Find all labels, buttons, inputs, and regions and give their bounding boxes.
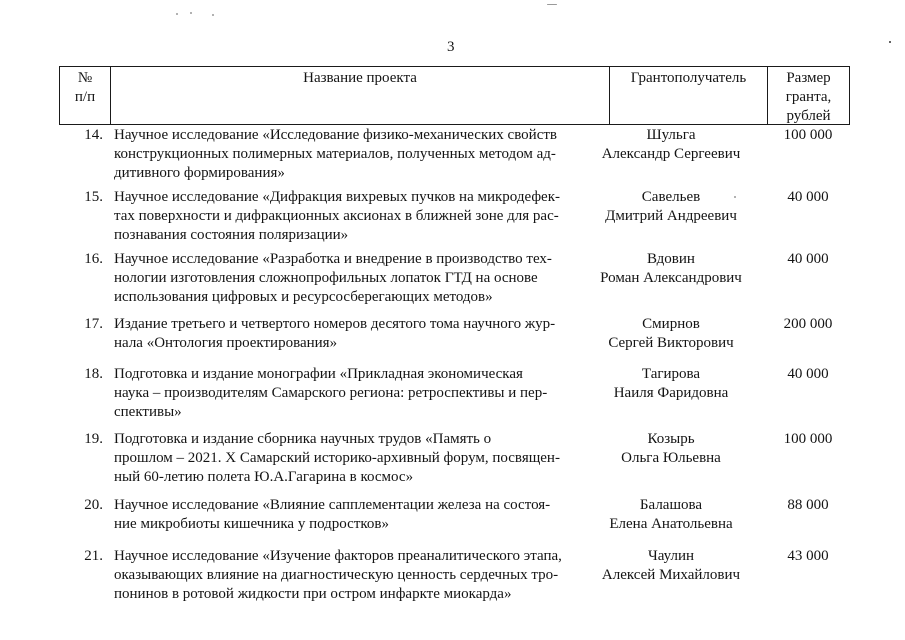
table-row bbox=[59, 188, 850, 248]
project-name-line: наука – производителям Самарского региона: ретроспективы и пер- bbox=[114, 385, 548, 401]
table-header bbox=[59, 66, 850, 125]
table-row bbox=[59, 365, 850, 425]
project-name-line: конструкционных полимерных материалов, полученных методом ад- bbox=[114, 146, 556, 162]
header-number-line: № bbox=[77, 70, 93, 86]
row-number: 18. bbox=[84, 366, 103, 382]
grantee-given-names: Дмитрий Андреевич bbox=[605, 208, 737, 224]
grantee-given-names: Елена Анатольевна bbox=[609, 516, 733, 532]
table-row bbox=[59, 126, 850, 186]
project-name bbox=[114, 365, 574, 422]
project-name-line: нологии изготовления сложнопрофильных лопаток ГТД на основе bbox=[114, 270, 538, 286]
row-number: 16. bbox=[84, 251, 103, 267]
project-name-line: нала «Онтология проектирования» bbox=[114, 335, 338, 351]
grantee-name bbox=[596, 365, 746, 403]
grantee-surname: Вдовин bbox=[647, 251, 695, 267]
project-name-line: оказывающих влияние на диагностическую ценность сердечных тро- bbox=[114, 567, 559, 583]
project-name-line: Подготовка и издание сборника научных трудов «Память о bbox=[114, 431, 492, 447]
grantee-surname: Савельев bbox=[641, 189, 701, 205]
project-name-line: познавания состояния поляризации» bbox=[114, 227, 349, 243]
project-name-line: ние микробиоты кишечника у подростков» bbox=[114, 516, 390, 532]
header-amount-line: гранта, bbox=[785, 89, 832, 105]
grantee-surname: Смирнов bbox=[642, 316, 700, 332]
project-name-line: использования цифровых и ресурсосберегающих методов» bbox=[114, 289, 493, 305]
project-name bbox=[114, 126, 574, 183]
grantee-given-names: Сергей Викторович bbox=[608, 335, 734, 351]
grantee-surname: Чаулин bbox=[647, 548, 695, 564]
header-amount-line: Размер bbox=[786, 70, 831, 86]
grantee-surname: Тагирова bbox=[641, 366, 701, 382]
project-name-line: спективы» bbox=[114, 404, 182, 420]
grantee-name bbox=[596, 547, 746, 585]
project-name-line: дитивного формирования» bbox=[114, 165, 285, 181]
grantee-name bbox=[596, 188, 746, 226]
header-number bbox=[60, 67, 110, 124]
project-name-line: Подготовка и издание монографии «Прикладная экономическая bbox=[114, 366, 523, 382]
project-name-line: Научное исследование «Дифракция вихревых пучков на микродефек- bbox=[114, 189, 560, 205]
row-number: 14. bbox=[84, 127, 103, 143]
project-name-line: прошлом – 2021. X Самарский историко-архивный форум, посвящен- bbox=[114, 450, 560, 466]
grantee-given-names: Роман Александрович bbox=[600, 270, 742, 286]
grantee-surname: Балашова bbox=[639, 497, 703, 513]
project-name-line: Научное исследование «Разработка и внедрение в производство тех- bbox=[114, 251, 552, 267]
grantee-given-names: Наиля Фаридовна bbox=[613, 385, 729, 401]
grant-amount: 40 000 bbox=[787, 251, 829, 267]
grantee-name bbox=[596, 496, 746, 534]
row-number: 21. bbox=[84, 548, 103, 564]
project-name bbox=[114, 188, 574, 245]
grantee-name bbox=[596, 315, 746, 353]
header-number-line: п/п bbox=[74, 89, 96, 105]
table-row bbox=[59, 250, 850, 310]
row-number: 15. bbox=[84, 189, 103, 205]
table-row bbox=[59, 430, 850, 490]
grant-amount: 200 000 bbox=[783, 316, 833, 332]
project-name-line: Научное исследование «Влияние сапплементации железа на состоя- bbox=[114, 497, 551, 513]
project-name-line: понинов в ротовой жидкости при остром инфаркте миокарда» bbox=[114, 586, 512, 602]
project-name bbox=[114, 430, 574, 487]
row-number: 20. bbox=[84, 497, 103, 513]
project-name-line: ный 60-летию полета Ю.А.Гагарина в космос» bbox=[114, 469, 414, 485]
grant-amount: 88 000 bbox=[787, 497, 829, 513]
header-amount-line: рублей bbox=[786, 108, 831, 124]
scan-speck bbox=[889, 41, 891, 43]
project-name bbox=[114, 250, 574, 307]
grants-table bbox=[59, 66, 850, 602]
grantee-name bbox=[596, 250, 746, 288]
grant-amount: 40 000 bbox=[787, 366, 829, 382]
project-name-line: Издание третьего и четвертого номеров десятого тома научного жур- bbox=[114, 316, 556, 332]
scan-speck bbox=[176, 13, 178, 15]
project-name bbox=[114, 315, 574, 353]
scan-speck bbox=[190, 12, 192, 14]
grantee-name bbox=[596, 126, 746, 164]
header-grantee: Грантополучатель bbox=[609, 67, 767, 124]
grant-amount: 40 000 bbox=[787, 189, 829, 205]
header-grant-amount bbox=[767, 67, 849, 124]
page-number: 3 bbox=[447, 39, 455, 55]
grant-amount: 100 000 bbox=[783, 431, 833, 447]
grantee-surname: Козырь bbox=[647, 431, 695, 447]
grantee-given-names: Александр Сергеевич bbox=[601, 146, 741, 162]
scan-speck bbox=[212, 14, 214, 16]
table-row bbox=[59, 547, 850, 607]
project-name-line: тах поверхности и дифракционных аксионах в ближней зоне для рас- bbox=[114, 208, 559, 224]
project-name bbox=[114, 496, 574, 534]
grant-amount: 100 000 bbox=[783, 127, 833, 143]
grantee-surname: Шульга bbox=[646, 127, 696, 143]
grantee-given-names: Алексей Михайлович bbox=[601, 567, 741, 583]
grant-amount: 43 000 bbox=[787, 548, 829, 564]
project-name bbox=[114, 547, 574, 604]
row-number: 19. bbox=[84, 431, 103, 447]
grantee-name bbox=[596, 430, 746, 468]
header-project-name: Название проекта bbox=[110, 67, 609, 124]
project-name-line: Научное исследование «Изучение факторов преаналитического этапа, bbox=[114, 548, 562, 564]
grantee-given-names: Ольга Юльевна bbox=[621, 450, 721, 466]
scan-speck bbox=[547, 4, 557, 5]
project-name-line: Научное исследование «Исследование физико-механических свойств bbox=[114, 127, 557, 143]
row-number: 17. bbox=[84, 316, 103, 332]
